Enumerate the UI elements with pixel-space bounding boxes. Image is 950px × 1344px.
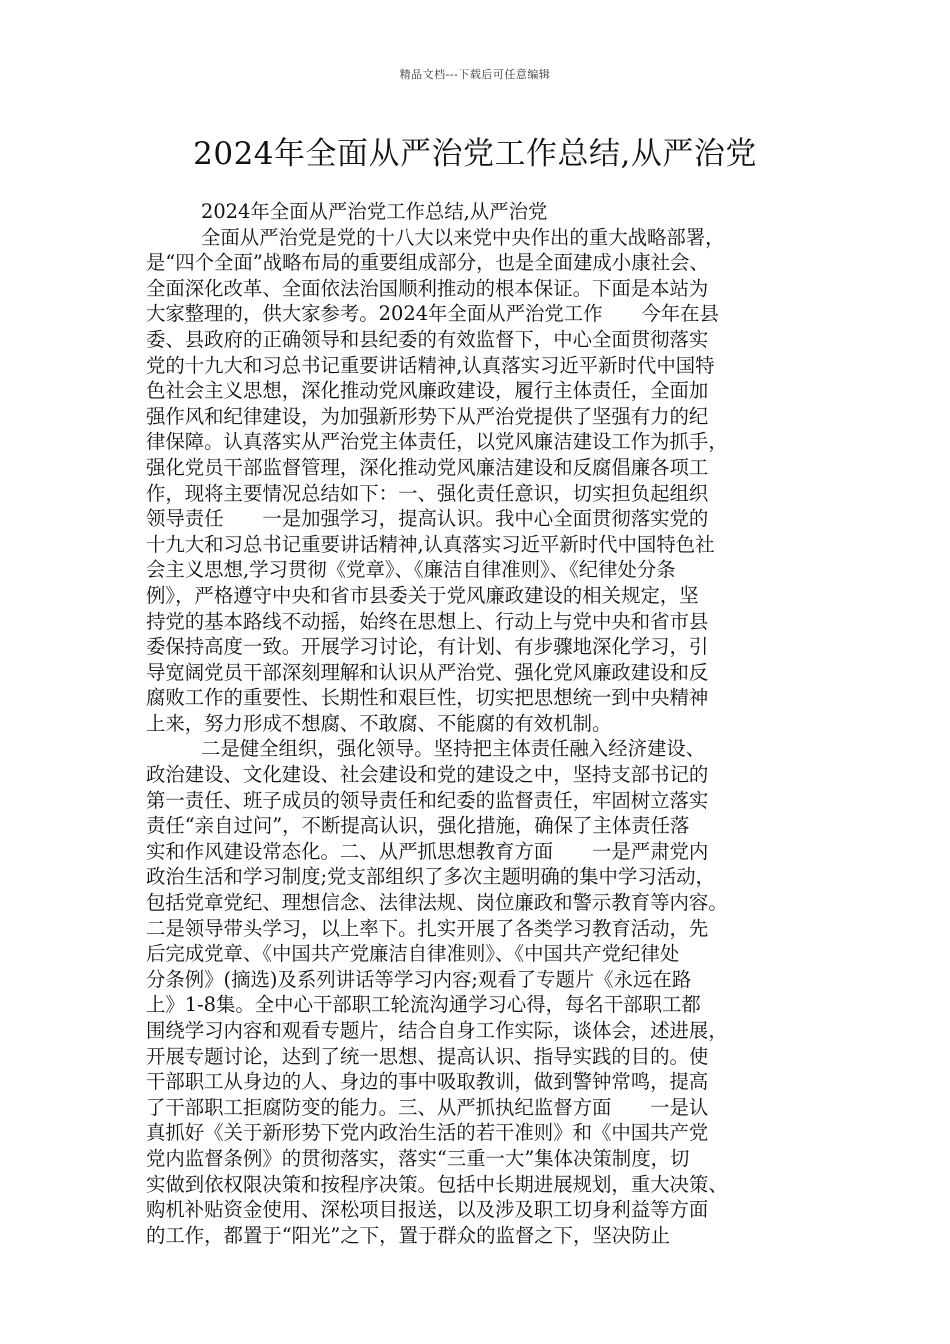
body-line: 持党的基本路线不动摇，始终在思想上、行动上与党中央和省市县 (146, 609, 709, 633)
body-line: 委保持高度一致。开展学习讨论，有计划、有步骤地深化学习，引 (146, 635, 709, 659)
body-line: 全面从严治党是党的十八大以来党中央作出的重大战略部署， (201, 225, 725, 249)
body-line: 围绕学习内容和观看专题片，结合自身工作实际，谈体会，述进展， (146, 1019, 728, 1042)
body-line: 购机补贴资金使用、深松项目报送，以及涉及职工切身利益等方面 (146, 1198, 709, 1222)
body-line: 上来，努力形成不想腐、不敢腐、不能腐的有效机制。 (146, 711, 612, 735)
body-line: 强作风和纪律建设，为加强新形势下从严治党提供了坚强有力的纪 (146, 404, 709, 428)
document-title: 2024年全面从严治党工作总结,从严治党 (193, 136, 757, 172)
body-line: 了干部职工拒腐防变的能力。三、从严抓执纪监督方面 一是认 (146, 1095, 709, 1119)
document-body (146, 199, 828, 1248)
body-line: 导宽阔党员干部深刻理解和认识从严治党、强化党风廉政建设和反 (146, 660, 709, 684)
body-line: 委、县政府的正确领导和县纪委的有效监督下，中心全面贯彻落实 (146, 327, 709, 351)
body-line: 例》，严格遵守中央和省市县委关于党风廉政建设的相关规定，坚 (146, 583, 699, 607)
body-line: 政治建设、文化建设、社会建设和党的建设之中，坚持支部书记的 (146, 763, 709, 787)
body-line: 律保障。认真落实从严治党主体责任，以党风廉洁建设工作为抓手， (146, 430, 728, 454)
body-line: 二是领导带头学习，以上率下。扎实开展了各类学习教育活动，先 (146, 916, 709, 940)
body-line: 作，现将主要情况总结如下：一、强化责任意识，切实担负起组织 (146, 481, 709, 505)
header-note: 精品文档---下载后可任意编辑 (399, 68, 551, 81)
body-line: 干部职工从身边的人、身边的事中吸取教训，做到警钟常鸣，提高 (146, 1070, 709, 1094)
body-line: 全面深化改革、全面依法治国顺利推动的根本保证。下面是本站为 (146, 276, 709, 300)
body-line: 分条例》(摘选)及系列讲话等学习内容;观看了专题片《永远在路 (146, 967, 692, 991)
body-line: 色社会主义思想，深化推动党风廉政建设，履行主体责任，全面加 (146, 379, 709, 403)
body-line: 真抓好《关于新形势下党内政治生活的若干准则》和《中国共产党 (146, 1121, 709, 1145)
body-line: 政治生活和学习制度;党支部组织了多次主题明确的集中学习活动， (146, 865, 715, 889)
body-line: 领导责任 一是加强学习，提高认识。我中心全面贯彻落实党的 (146, 507, 709, 531)
body-line: 实做到依权限决策和按程序决策。包括中长期进展规划，重大决策、 (146, 1172, 728, 1196)
body-line: 责任“亲自过问”，不断提高认识，强化措施，确保了主体责任落 (146, 814, 690, 838)
body-line: 二是健全组织，强化领导。坚持把主体责任融入经济建设、 (201, 737, 706, 761)
body-line: 党内监督条例》的贯彻落实，落实“三重一大”集体决策制度，切 (146, 1146, 690, 1170)
body-line: 上》1-8集。全中心干部职工轮流沟通学习心得，每名干部职工都 (146, 993, 701, 1017)
body-line: 包括党章党纪、理想信念、法律法规、岗位廉政和警示教育等内容。 (146, 891, 728, 915)
body-line: 开展专题讨论，达到了统一思想、提高认识、指导实践的目的。使 (146, 1044, 709, 1068)
body-line: 后完成党章、《中国共产党廉洁自律准则》、《中国共产党纪律处 (146, 942, 680, 966)
body-line: 党的十九大和习总书记重要讲话精神,认真落实习近平新时代中国特 (146, 353, 715, 377)
body-line: 实和作风建设常态化。二、从严抓思想教育方面 一是严肃党内 (146, 839, 709, 863)
body-line: 2024年全面从严治党工作总结,从严治党 (201, 200, 548, 223)
body-line: 是“四个全面”战略布局的重要组成部分，也是全面建成小康社会、 (146, 251, 709, 275)
body-line: 第一责任、班子成员的领导责任和纪委的监督责任，牢固树立落实 (146, 788, 709, 812)
body-line: 强化党员干部监督管理，深化推动党风廉洁建设和反腐倡廉各项工 (146, 455, 709, 479)
body-line: 大家整理的，供大家参考。2024年全面从严治党工作 今年在县 (146, 302, 719, 326)
body-line: 的工作，都置于“阳光”之下，置于群众的监督之下，坚决防止 (146, 1223, 670, 1247)
body-line: 会主义思想,学习贯彻《党章》、《廉洁自律准则》、《纪律处分条 (146, 558, 676, 582)
body-line: 腐败工作的重要性、长期性和艰巨性，切实把思想统一到中央精神 (146, 686, 709, 710)
body-line: 十九大和习总书记重要讲话精神,认真落实习近平新时代中国特色社 (146, 532, 715, 556)
